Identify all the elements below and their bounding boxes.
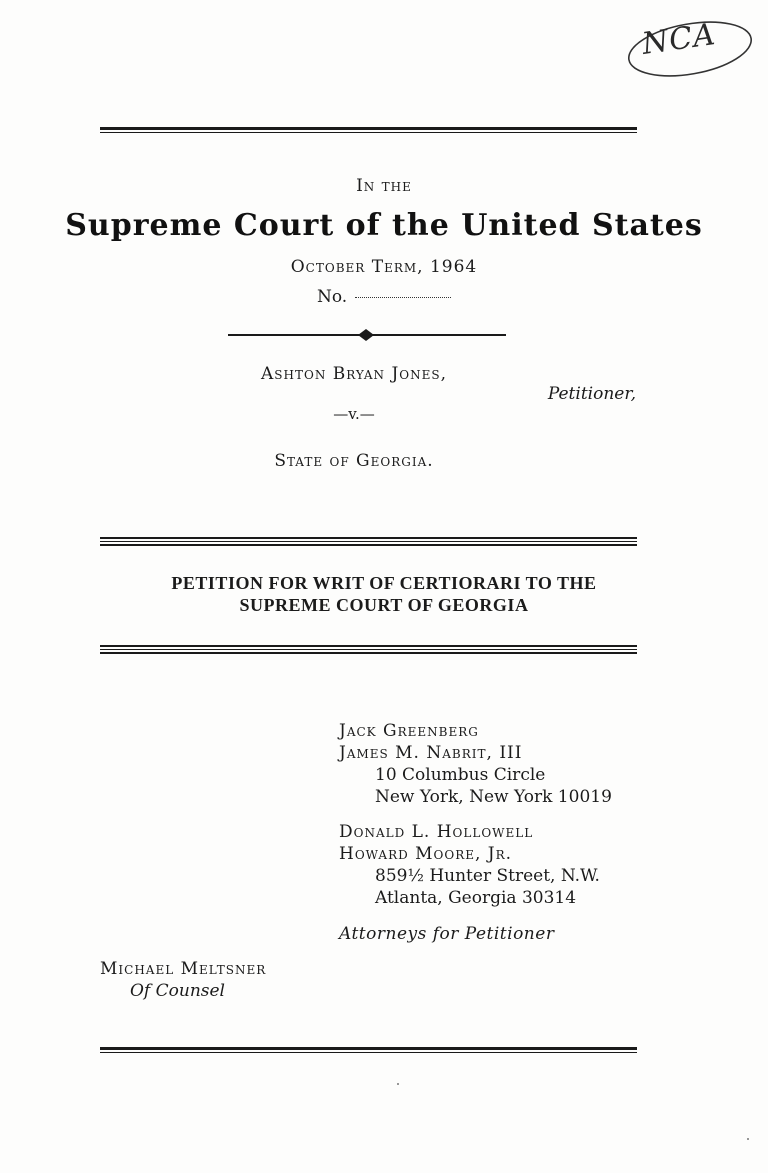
case-number-label: No. xyxy=(317,287,348,307)
counsel-name: Michael Meltsner xyxy=(100,959,267,979)
diamond-ornament-icon xyxy=(358,329,374,341)
address-line: 859½ Hunter Street, N.W. xyxy=(375,866,600,886)
top-rule xyxy=(100,127,637,133)
attorney-name: James M. Nabrit, III xyxy=(339,743,523,763)
respondent-name: State of Georgia. xyxy=(274,451,434,471)
attorney-name: Donald L. Hollowell xyxy=(339,822,534,842)
paper-speck xyxy=(747,1138,749,1140)
attorney-name: Howard Moore, Jr. xyxy=(339,844,513,864)
counsel-role: Of Counsel xyxy=(130,981,225,1001)
address-line: Atlanta, Georgia 30314 xyxy=(375,888,577,908)
address-line: New York, New York 10019 xyxy=(375,787,612,807)
bottom-rule xyxy=(100,1047,637,1053)
attorneys-block xyxy=(339,720,612,945)
title-bottom-rule xyxy=(100,643,637,654)
in-the-label: In the xyxy=(356,176,412,196)
petitioner-name: Ashton Bryan Jones, xyxy=(261,364,447,384)
petition-title-line1: PETITION FOR WRIT OF CERTIORARI TO THE xyxy=(171,573,597,593)
counsel-block xyxy=(100,958,266,1002)
case-number-blank xyxy=(355,297,451,298)
case-number xyxy=(317,287,451,307)
petitioner-label: Petitioner, xyxy=(547,384,636,404)
attorney-name: Jack Greenberg xyxy=(339,721,479,741)
court-name: Supreme Court of the United States xyxy=(65,208,703,243)
term-label: October Term, 1964 xyxy=(290,257,478,277)
versus-label: —v.— xyxy=(333,405,375,423)
petition-title xyxy=(0,572,768,616)
handwritten-stamp-text: NCA xyxy=(639,17,718,62)
title-top-rule xyxy=(100,535,637,546)
address-line: 10 Columbus Circle xyxy=(375,765,546,785)
petition-title-line2: SUPREME COURT OF GEORGIA xyxy=(239,595,529,615)
attorneys-role: Attorneys for Petitioner xyxy=(339,924,555,944)
paper-speck xyxy=(397,1083,399,1085)
